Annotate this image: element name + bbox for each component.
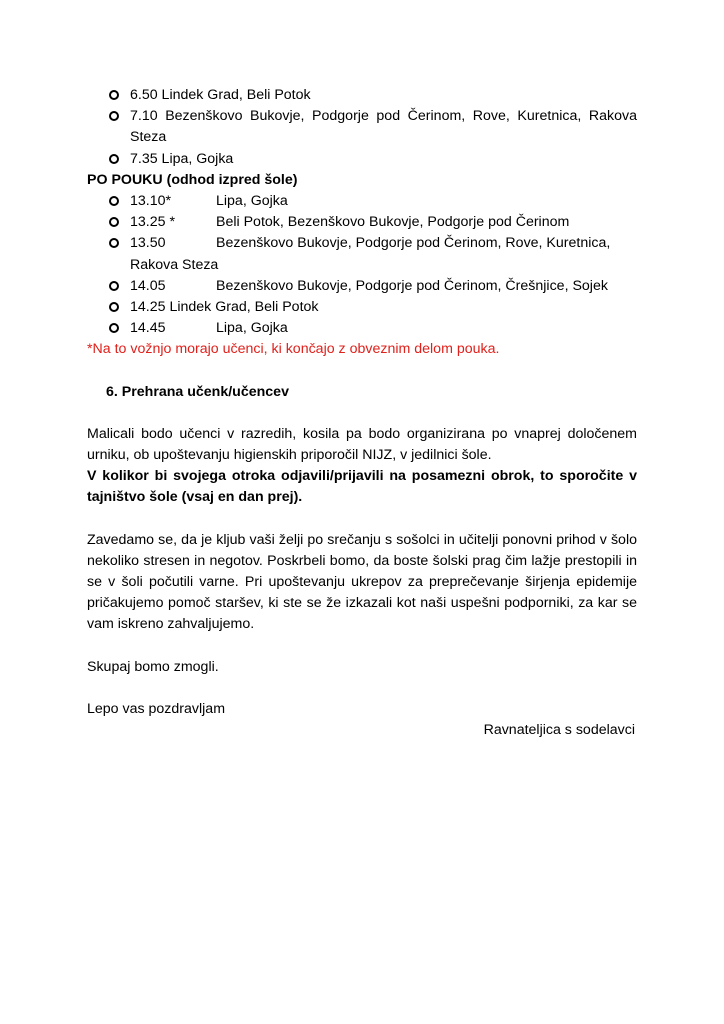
greeting-line: Lepo vas pozdravljam: [87, 700, 226, 717]
route-text: 7.10 Bezenškovo Bukovje, Podgorje pod Čerinom, Rove, Kuretnica, Rakova Steza: [130, 108, 637, 146]
route-places: Bezenškovo Bukovje, Podgorje pod Čerinom, Rove, Kuretnica,: [216, 235, 611, 252]
circle-bullet-icon: [109, 196, 119, 206]
circle-bullet-icon: [109, 111, 119, 121]
route-places: Bezenškovo Bukovje, Podgorje pod Čerinom, Črešnjice, Sojek: [216, 277, 608, 294]
route-item: [87, 276, 637, 297]
section-heading: 6. Prehrana učenk/učencev: [106, 383, 289, 400]
circle-bullet-icon: [109, 281, 119, 291]
route-item: [87, 233, 637, 275]
route-places: Lipa, Gojka: [216, 320, 288, 337]
circle-bullet-icon: [109, 238, 119, 248]
closing-line: Skupaj bomo zmogli.: [87, 658, 219, 675]
route-text: 6.50 Lindek Grad, Beli Potok: [130, 87, 311, 103]
route-places: Beli Potok, Bezenškovo Bukovje, Podgorje pod Čerinom: [216, 214, 570, 231]
route-time: 14.05: [130, 277, 166, 294]
route-time: 13.10*: [130, 193, 172, 210]
route-item: [87, 191, 637, 212]
route-item: [87, 106, 637, 148]
signature: Ravnateljica s sodelavci: [483, 722, 635, 739]
route-note: *Na to vožnjo morajo učenci, ki končajo z obveznim delom pouka.: [87, 341, 500, 358]
route-item: [87, 318, 637, 339]
circle-bullet-icon: [109, 217, 119, 227]
circle-bullet-icon: [109, 90, 119, 100]
route-item: [87, 85, 637, 106]
meals-paragraph: Malicali bodo učenci v razredih, kosila pa bodo organizirana po vnaprej določenem urniku, ob upoštevanju higienskih priporočil NIJZ, v jedilnici šole.: [87, 425, 637, 464]
route-item: [87, 297, 637, 318]
route-text: 14.25 Lindek Grad, Beli Potok: [130, 299, 319, 316]
route-places: Lipa, Gojka: [216, 193, 288, 210]
route-item: [87, 212, 637, 233]
route-text: 7.35 Lipa, Gojka: [130, 150, 234, 167]
route-time: 14.45: [130, 320, 166, 337]
route-continuation: Rakova Steza: [130, 256, 219, 273]
document-body: [87, 85, 637, 741]
route-time: 13.25 *: [130, 214, 175, 231]
reassurance-paragraph: Zavedamo se, da je kljub vaši želji po srečanju s sošolci in učitelji ponovni prihod v šolo nekoliko stresen in negotov. Poskrbeli bomo, da boste šolski prag čim lažje prestopili in se v šoli počutili varne. Pri upoštevanju ukrepov za preprečevanje širjenja epidemije pričakujemo pomoč staršev, ki ste se že izkazali kot naši uspešni podporniki, za kar se vam iskreno zahvaljujemo.: [87, 531, 637, 633]
route-item: [87, 149, 637, 170]
after-school-heading: PO POUKU (odhod izpred šole): [87, 171, 298, 188]
circle-bullet-icon: [109, 323, 119, 333]
meals-paragraph-bold: V kolikor bi svojega otroka odjavili/prijavili na posamezni obrok, to sporočite v tajništvo šole (vsaj en dan prej).: [87, 468, 637, 506]
circle-bullet-icon: [109, 154, 119, 164]
route-time: 13.50: [130, 235, 166, 252]
circle-bullet-icon: [109, 302, 119, 312]
